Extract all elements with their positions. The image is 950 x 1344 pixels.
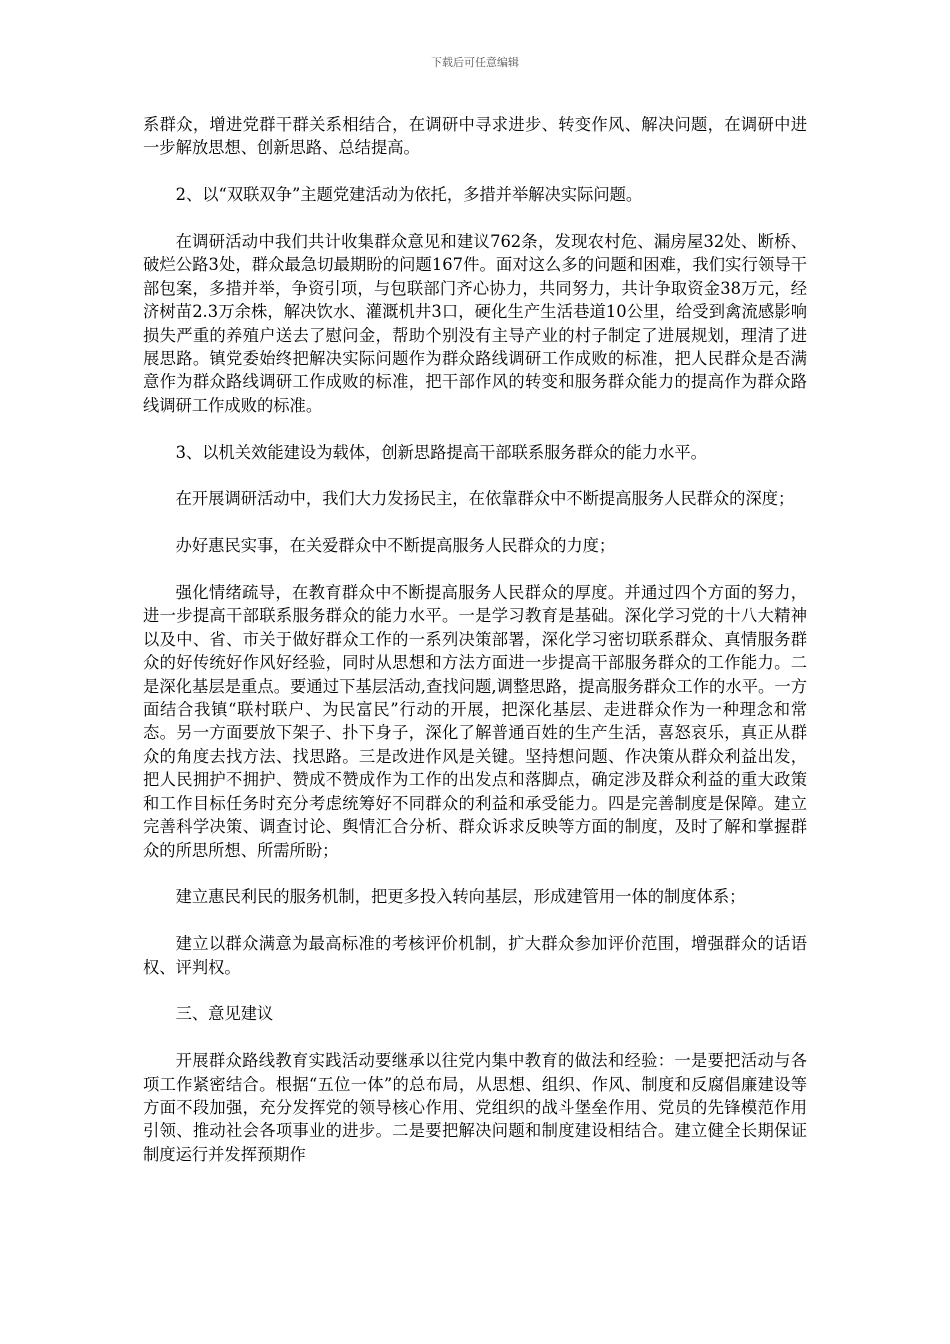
paragraph-service-mechanism: 建立惠民利民的服务机制，把更多投入转向基层，形成建管用一体的制度体系； <box>175 887 746 907</box>
section-heading-2: 2、以“双联双争”主题党建活动为依托，多措并举解决实际问题。 <box>175 185 643 205</box>
paragraph-democracy: 在开展调研活动中，我们大力发扬民主，在依靠群众中不断提高服务人民群众的深度； <box>175 489 795 509</box>
section-heading-3: 3、以机关效能建设为载体，创新思路提高干部联系服务群众的能力水平。 <box>175 442 707 462</box>
document-body <box>143 113 807 1190</box>
paragraph-problem-solving: 在调研活动中我们共计收集群众意见和建议762条，发现农村危、漏房屋32处、断桥、破烂公路3处，群众最急切最期盼的问题167件。面对这么多的问题和困难，我们实行领导干部包案，多措并举，争资引项，与包联部门齐心协力，共同努力，共计争取资金38万元，经济树苗2.3万余株，解决饮水、灌溉机井3口，硬化生产生活巷道10公里，给受到禽流感影响损失严重的养殖户送去了慰问金，帮助个别没有主导产业的村子制定了进展规划，理清了进展思路。镇党委始终把解决实际问题作为群众路线调研工作成败的标准，把人民群众是否满意作为群众路线调研工作成败的标准，把干部作风的转变和服务群众能力的提高作为群众路线调研工作成败的标准。 <box>143 232 807 415</box>
paragraph-continuation: 系群众，增进党群干群关系相结合，在调研中寻求进步、转变作风、解决问题，在调研中进一步解放思想、创新思路、总结提高。 <box>143 115 807 158</box>
paragraph-four-efforts: 强化情绪疏导，在教育群众中不断提高服务人民群众的厚度。并通过四个方面的努力，进一步提高干部联系服务群众的能力水平。一是学习教育是基础。深化学习党的十八大精神以及中、省、市关于做好群众工作的一系列决策部署，深化学习密切联系群众、真情服务群众的好传统好作风好经验，同时从思想和方法方面进一步提高干部服务群众的工作能力。二是深化基层是重点。要通过下基层活动,查找问题,调整思路，提高服务群众工作的水平。一方面结合我镇“联村联户、为民富民”行动的开展，把深化基层、走进群众作为一种理念和常态。另一方面要放下架子、扑下身子，深化了解普通百姓的生产生活，喜怒哀乐，真正从群众的角度去找方法、找思路。三是改进作风是关键。坚持想问题、作决策从群众利益出发，把人民拥护不拥护、赞成不赞成作为工作的出发点和落脚点，确定涉及群众利益的重大政策和工作目标任务时充分考虑统筹好不同群众的利益和承受能力。四是完善制度是保障。建立完善科学决策、调查讨论、舆情汇合分析、群众诉求反映等方面的制度，及时了解和掌握群众的所思所想、所需所盼； <box>143 583 807 860</box>
paragraph-evaluation-mechanism: 建立以群众满意为最高标准的考核评价机制，扩大群众参加评价范围，增强群众的话语权、评判权。 <box>143 934 807 977</box>
section-heading-suggestions: 三、意见建议 <box>175 1004 274 1024</box>
page-header-note: 下载后可任意编辑 <box>431 56 519 69</box>
paragraph-practical-matters: 办好惠民实事，在关爱群众中不断提高服务人民群众的力度； <box>175 536 616 556</box>
paragraph-suggestions: 开展群众路线教育实践活动要继承以往党内集中教育的做法和经验：一是要把活动与各项工作紧密结合。根据“五位一体”的总布局，从思想、组织、作风、制度和反腐倡廉建设等方面不段加强，充分发挥党的领导核心作用、党组织的战斗堡垒作用、党员的先锋模范作用引领、推动社会各项事业的进步。二是要把解决问题和制度建设相结合。建立健全长期保证制度运行并发挥预期作 <box>143 1051 807 1164</box>
